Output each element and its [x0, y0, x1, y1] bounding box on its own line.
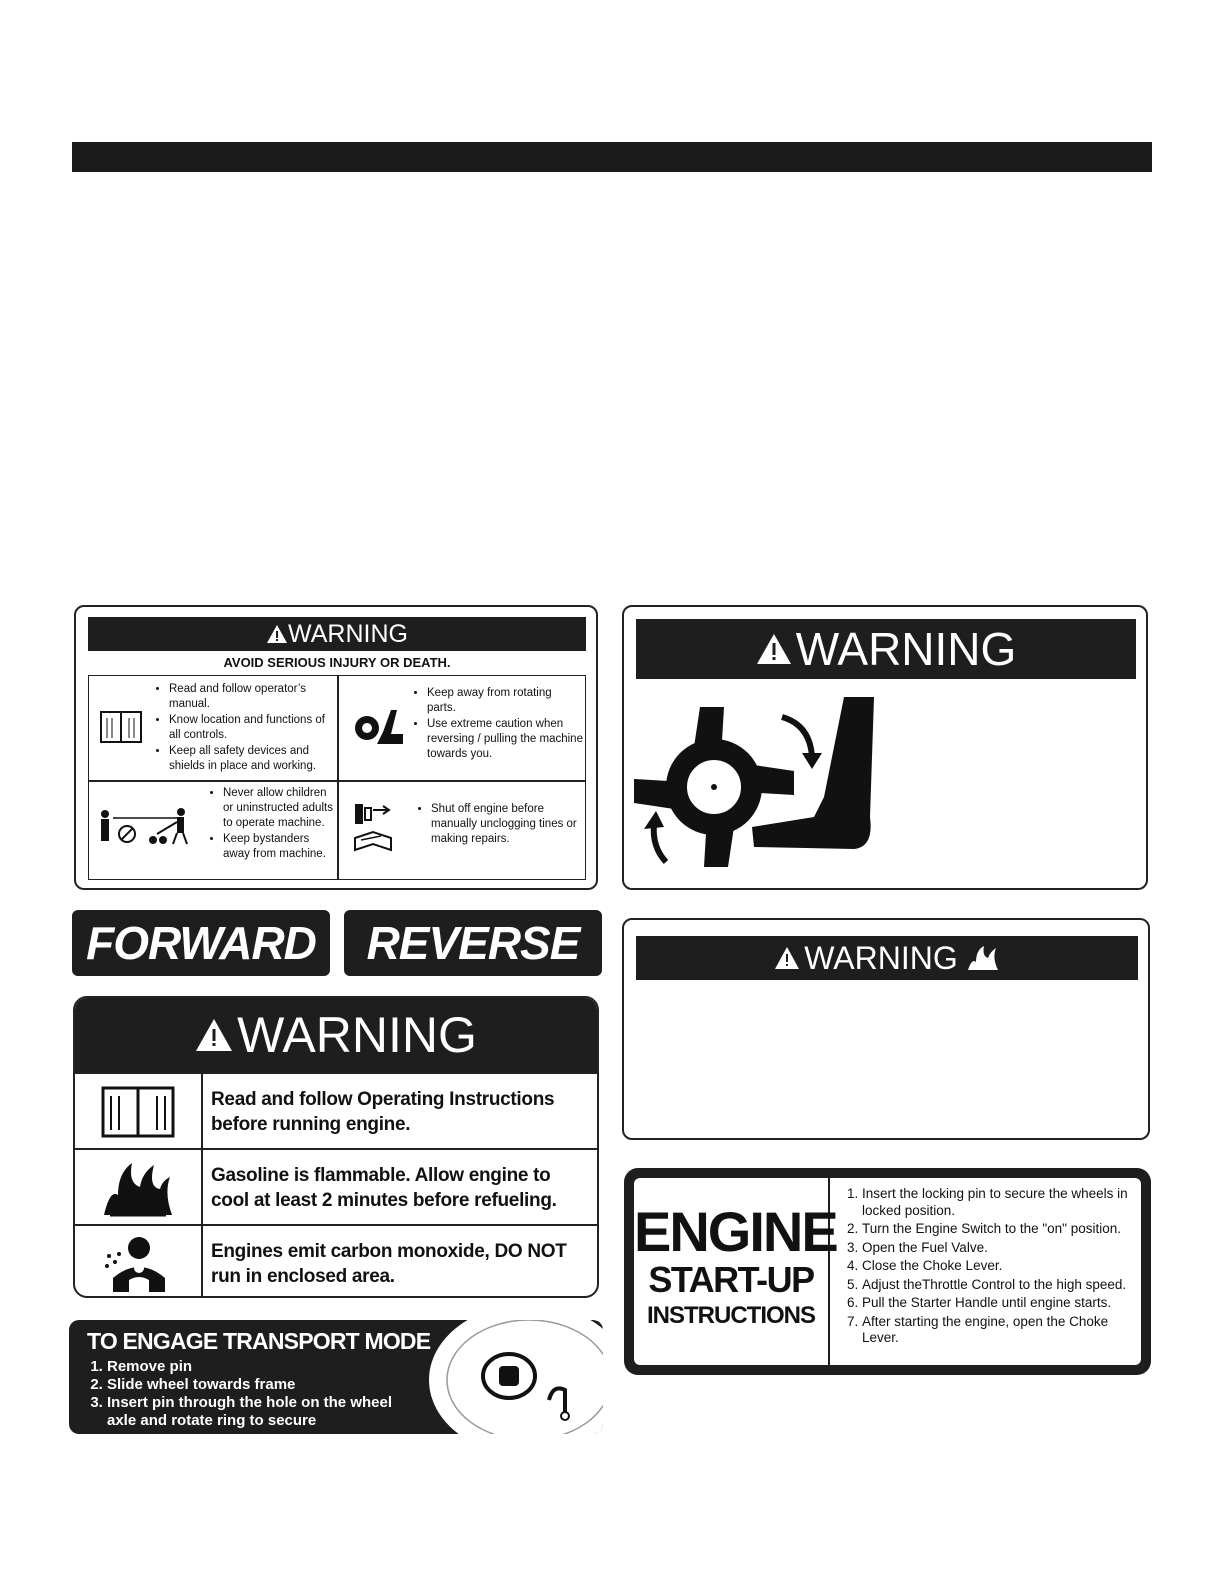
- unclog-tines-icon: [351, 800, 401, 854]
- fire-icon: [966, 944, 1000, 972]
- warning-grid: [88, 675, 586, 880]
- warning-title-bar: [636, 936, 1138, 980]
- warning-row-gasoline: [75, 1148, 597, 1226]
- transport-step: 3. Insert pin through the hole on the wheel axle and rotate ring to secure: [107, 1394, 417, 1430]
- engine-step: 1. Insert the locking pin to secure the wheels in locked position.: [862, 1186, 1138, 1219]
- warning-title-bar: [75, 998, 597, 1072]
- transport-mode-decal: [69, 1320, 603, 1434]
- warning-row-manual: [75, 1072, 597, 1150]
- tine-foot-hazard-icon: [634, 697, 884, 877]
- warning-title: WARNING: [804, 939, 958, 976]
- engine-step: 4. Close the Choke Lever.: [862, 1258, 1138, 1275]
- bullet-text: • Keep bystanders away from machine.: [223, 832, 333, 862]
- warning-title-bar: [88, 617, 586, 651]
- engine-step: 3. Open the Fuel Valve.: [862, 1240, 1138, 1257]
- warning-triangle-icon: [774, 946, 800, 970]
- engine-step: 2. Turn the Engine Switch to the "on" position.: [862, 1221, 1138, 1238]
- warning-title: WARNING: [795, 623, 1017, 675]
- warning-decal-general: [74, 605, 598, 890]
- warning-row-text: Engines emit carbon monoxide, DO NOT run in enclosed area.: [211, 1241, 567, 1287]
- wheel-pin-icon: [419, 1320, 603, 1434]
- manual-book-icon: [101, 1086, 175, 1138]
- warning-cell-bystanders: [89, 782, 337, 881]
- warning-triangle-icon: [266, 624, 288, 644]
- manual-book-icon: [99, 710, 143, 744]
- section-header-bar: [72, 142, 1152, 172]
- warning-row-text: Gasoline is flammable. Allow engine to cool at least 2 minutes before refueling.: [211, 1165, 557, 1211]
- bullet-text: • Keep all safety devices and shields in place and working.: [169, 744, 331, 774]
- bullet-text: • Shut off engine before manually unclogging tines or making repairs.: [431, 802, 583, 847]
- warning-decal-engine: [73, 996, 599, 1298]
- engine-instructions-label: INSTRUCTIONS: [647, 1302, 815, 1329]
- warning-title: WARNING: [237, 1007, 477, 1063]
- engine-step: 7. After starting the engine, open the Choke Lever.: [862, 1314, 1138, 1347]
- engine-subtitle: START-UP: [648, 1259, 814, 1300]
- warning-row-carbon-monoxide: [75, 1224, 597, 1298]
- forward-label-decal: FORWARD: [72, 910, 330, 976]
- warning-title: WARNING: [288, 619, 408, 648]
- engine-startup-decal: [624, 1168, 1151, 1375]
- bullet-text: • Never allow children or uninstructed adults to operate machine.: [223, 786, 333, 831]
- bullet-text: • Use extreme caution when reversing / pulling the machine towards you.: [427, 717, 583, 762]
- engine-step: 6. Pull the Starter Handle until engine starts.: [862, 1295, 1138, 1312]
- transport-title: TO ENGAGE TRANSPORT MODE: [87, 1328, 431, 1354]
- warning-cell-rotating-parts: [339, 676, 587, 780]
- warning-triangle-icon: [756, 633, 792, 665]
- warning-cell-manual: [89, 676, 337, 780]
- engine-title: ENGINE: [634, 1200, 837, 1263]
- warning-subtitle: AVOID SERIOUS INJURY OR DEATH.: [223, 655, 451, 670]
- bullet-text: • Know location and functions of all controls.: [169, 713, 331, 743]
- warning-triangle-icon: [195, 1018, 233, 1052]
- warning-title-bar: [636, 619, 1136, 679]
- transport-step: 1. Remove pin: [107, 1358, 417, 1376]
- engine-step: 5. Adjust theThrottle Control to the high speed.: [862, 1277, 1138, 1294]
- bystanders-distance-icon: [97, 804, 193, 848]
- reverse-label-decal: REVERSE: [344, 910, 602, 976]
- warning-decal-fire: [622, 918, 1150, 1140]
- flame-icon: [100, 1159, 176, 1217]
- rotating-tines-foot-icon: [347, 704, 405, 750]
- warning-row-text: Read and follow Operating Instructions before running engine.: [211, 1089, 555, 1135]
- carbon-monoxide-icon: [103, 1234, 173, 1294]
- warning-decal-tines: [622, 605, 1148, 890]
- transport-step: 2. Slide wheel towards frame: [107, 1376, 417, 1394]
- bullet-text: • Read and follow operator’s manual.: [169, 682, 331, 712]
- bullet-text: • Keep away from rotating parts.: [427, 686, 583, 716]
- warning-cell-unclog: [339, 782, 587, 881]
